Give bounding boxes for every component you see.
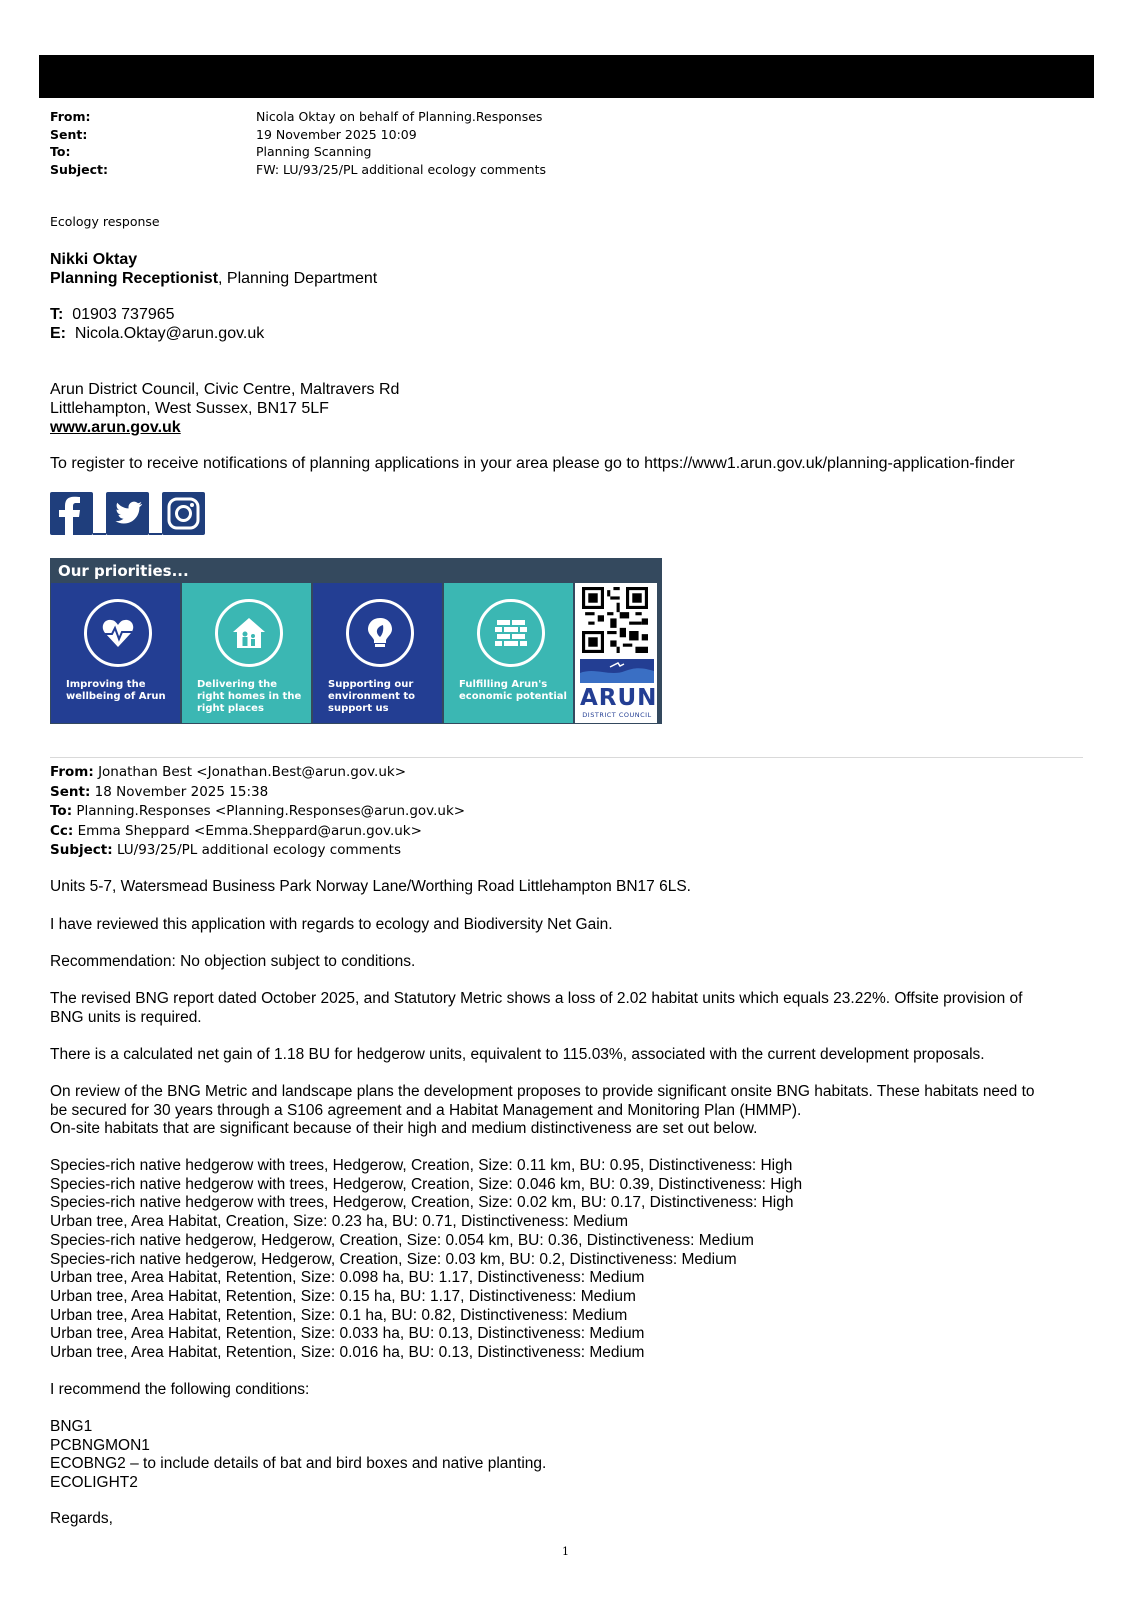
list-item: Urban tree, Area Habitat, Retention, Size: 0.15 ha, BU: 1.17, Distinctiveness: Medium [50,1287,636,1305]
habitat-list [50,1157,802,1363]
revised-line-1: The revised BNG report dated October 2025, and Statutory Metric shows a loss of 2.02 habitat units which equals 23.22%. Offsite provision of [50,990,1023,1007]
orig-cc-value: Emma Sheppard <Emma.Sheppard@arun.gov.uk> [77,822,422,839]
subject-label: Subject: [50,161,108,177]
list-item: BNG1 [50,1418,93,1435]
list-item: Urban tree, Area Habitat, Creation, Size: 0.23 ha, BU: 0.71, Distinctiveness: Medium [50,1213,629,1231]
email-value[interactable]: Nicola.Oktay@arun.gov.uk [74,325,265,342]
email-label: E: [50,325,66,342]
to-label: To: [50,144,71,160]
to-value: Planning Scanning [256,144,372,160]
contact-block [50,305,264,343]
arun-wave-icon [580,659,654,683]
list-item: Species-rich native hedgerow with trees, Hedgerow, Creation, Size: 0.046 km, BU: 0.39, Distinctiveness: High [50,1175,803,1193]
regards-text: Regards, [50,1510,113,1527]
net-gain-text: There is a calculated net gain of 1.18 BU for hedgerow units, equivalent to 115.03%, associated with the current development proposals. [50,1046,985,1063]
page-number: 1 [562,1545,569,1558]
instagram-icon[interactable] [162,492,205,535]
priority-caption: Delivering the right homes in the right places [197,679,302,714]
conditions-intro: I recommend the following conditions: [50,1381,310,1398]
social-icons [50,492,205,535]
banner-title: Our priorities... [58,562,189,580]
original-email-header [50,763,465,861]
register-note: To register to receive notifications of planning applications in your area please go to https://www1.arun.gov.uk/planning-application-finder [50,455,1015,472]
website-link[interactable]: www.arun.gov.uk [50,419,181,436]
house-icon [231,615,267,651]
reviewed-text: I have reviewed this application with regards to ecology and Biodiversity Net Gain. [50,916,613,933]
email-header [50,108,546,178]
brick-wall-icon [493,615,529,651]
arun-logo-subtitle: DISTRICT COUNCIL [582,711,652,719]
from-value: Nicola Oktay on behalf of Planning.Responses [256,109,543,124]
tel-value: 01903 737965 [72,306,175,323]
arun-logo-word: ARUN [580,685,658,711]
subject-value: FW: LU/93/25/PL additional ecology comments [256,161,547,177]
priority-caption: Fulfilling Arun's economic potential [459,679,567,702]
list-item: Urban tree, Area Habitat, Retention, Size: 0.033 ha, BU: 0.13, Distinctiveness: Medium [50,1325,645,1343]
lightbulb-icon [362,615,398,651]
sent-label: Sent: [50,126,88,142]
list-item: Species-rich native hedgerow, Hedgerow, Creation, Size: 0.054 km, BU: 0.36, Distinctiveness: Medium [50,1231,754,1249]
orig-subject-label: Subject: [50,842,113,858]
revised-line-2: BNG units is required. [50,1008,202,1026]
list-item: Species-rich native hedgerow with trees, Hedgerow, Creation, Size: 0.02 km, BU: 0.17, Distinctiveness: High [50,1194,794,1212]
sent-value: 19 November 2025 10:09 [256,126,417,142]
facebook-icon[interactable] [50,492,93,535]
intro-text: Ecology response [50,214,160,229]
list-item: ECOBNG2 – to include details of bat and bird boxes and native planting. [50,1455,547,1473]
heart-icon [100,615,136,651]
list-item: Species-rich native hedgerow with trees, Hedgerow, Creation, Size: 0.11 km, BU: 0.95, Distinctiveness: High [50,1157,793,1174]
address-line-2: Littlehampton, West Sussex, BN17 5LF [50,400,329,417]
signature-department: , Planning Department [218,270,378,287]
priority-tile-homes [182,583,311,723]
list-item: Urban tree, Area Habitat, Retention, Size: 0.016 ha, BU: 0.13, Distinctiveness: Medium [50,1344,645,1362]
list-item: Species-rich native hedgerow, Hedgerow, Creation, Size: 0.03 km, BU: 0.2, Distinctiveness: Medium [50,1250,737,1268]
redaction-bar [39,55,1094,98]
tel-label: T: [50,306,64,323]
conditions-list [50,1418,546,1493]
review-line-1: On review of the BNG Metric and landscape plans the development proposes to provide significant onsite BNG habitats. These habitats need to [50,1083,1035,1100]
arun-logo-tile [575,583,657,723]
site-address: Units 5-7, Watersmead Business Park Norway Lane/Worthing Road Littlehampton BN17 6LS. [50,878,691,895]
orig-to-label: To: [50,803,73,819]
signature-role: Planning Receptionist [50,270,219,287]
priority-tile-wellbeing [51,583,180,723]
orig-sent-value: 18 November 2025 15:38 [94,783,269,800]
list-item: ECOLIGHT2 [50,1474,138,1492]
priority-caption: Supporting our environment to support us [328,679,416,714]
revised-bng-paragraph [50,990,1022,1027]
list-item: PCBNGMON1 [50,1436,150,1454]
from-label: From: [50,109,91,124]
address-line-1: Arun District Council, Civic Centre, Maltravers Rd [50,381,400,398]
signature-name: Nikki Oktay [50,251,138,268]
priority-tile-environment [313,583,442,723]
divider [50,757,1083,758]
recommendation-text: Recommendation: No objection subject to conditions. [50,953,416,970]
priority-tile-economy [444,583,573,723]
review-paragraph [50,1083,1035,1139]
signature-block [50,250,377,288]
list-item: Urban tree, Area Habitat, Retention, Size: 0.1 ha, BU: 0.82, Distinctiveness: Medium [50,1306,628,1324]
orig-to-value: Planning.Responses <Planning.Responses@arun.gov.uk> [76,803,466,819]
priority-caption: Improving the wellbeing of Arun [66,679,166,702]
orig-from-label: From: [50,764,94,780]
twitter-icon[interactable] [106,492,149,535]
list-item: Urban tree, Area Habitat, Retention, Size: 0.098 ha, BU: 1.17, Distinctiveness: Medium [50,1269,645,1287]
orig-from-value: Jonathan Best <Jonathan.Best@arun.gov.uk> [98,764,407,780]
priorities-banner [50,558,662,724]
orig-subject-value: LU/93/25/PL additional ecology comments [116,842,401,858]
orig-sent-label: Sent: [50,783,91,800]
address-block [50,380,399,437]
review-line-2: be secured for 30 years through a S106 agreement and a Habitat Management and Monitoring Plan (HMMP). [50,1101,802,1119]
review-line-3: On-site habitats that are significant because of their high and medium distinctiveness are set out below. [50,1120,758,1138]
qr-code-icon [582,587,648,653]
orig-cc-label: Cc: [50,822,74,839]
